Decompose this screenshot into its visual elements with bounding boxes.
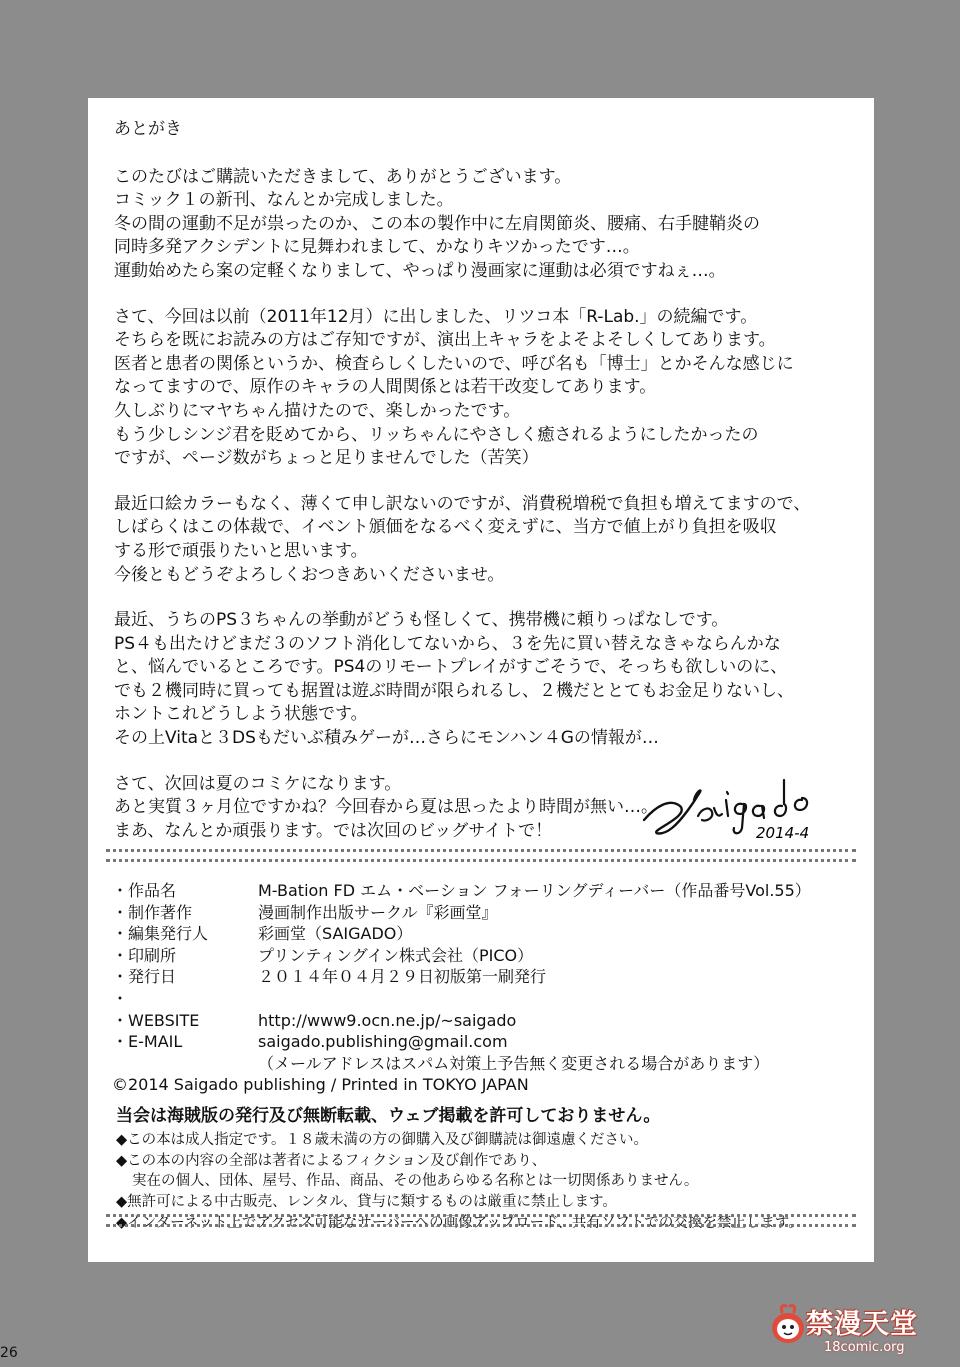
colophon-label: ・制作著作	[112, 902, 193, 922]
text-line: 同時多発アクシデントに見舞われまして、かなりキツかったです…。	[114, 237, 640, 258]
colophon-row	[112, 1010, 862, 1032]
divider	[106, 1214, 856, 1217]
colophon-label: ・発行日	[112, 967, 177, 987]
colophon-value: ２０１４年０４月２９日初版第一刷発行	[258, 967, 547, 987]
afterword-paragraph	[114, 306, 854, 471]
notice-headline: 当会は海賊版の発行及び無断転載、ウェブ掲載を許可しておりません。	[116, 1106, 661, 1126]
text-line: 医者と患者の関係というか、検査らしくしたいので、呼び名も「博士」とかそんな感じに	[114, 353, 794, 374]
colophon-label: ・	[112, 988, 129, 1008]
colophon-value	[258, 988, 862, 1010]
notice-item: ◆この本は成人指定です。１８歳未満の方の御購入及び御購読は御遠慮ください。	[116, 1131, 648, 1148]
text-line: さて、次回は夏のコミケになります。	[114, 773, 402, 794]
colophon-value: 漫画制作出版サークル『彩画堂』	[258, 902, 498, 922]
text-line: ホントこれどうしよう状態です。	[114, 704, 368, 725]
text-line: なってますので、原作のキャラの人間関係とは若干改変してあります。	[114, 377, 657, 398]
text-line: 最近、うちのPS３ちゃんの挙動がどうも怪しくて、携帯機に頼りっぱなしです。	[114, 610, 729, 631]
text-line: このたびはご購読いただきまして、ありがとうございます。	[114, 166, 572, 187]
text-line: 今後ともどうぞよろしくおつきあいくださいませ。	[114, 564, 505, 585]
text-line: 最近口絵カラーもなく、薄くて申し訳ないのですが、消費税増税で負担も増えてますので、	[114, 493, 811, 514]
colophon-row	[112, 923, 862, 945]
notice-item: ◆インターネット上でアクセス可能なサーバーへの画像アップロード、共有ソフトでの交換を禁止します。	[116, 1214, 803, 1231]
text-line: 運動始めたら案の定軽くなりまして、やっぱり漫画家に運動は必須ですねぇ…。	[114, 260, 726, 281]
notice-item: ◆無許可による中古販売、レンタル、貸与に類するものは厳重に禁止します。	[116, 1194, 617, 1211]
watermark-url: 18comic.org	[824, 1340, 905, 1355]
email-address: saigado.publishing@gmail.com	[258, 1032, 508, 1052]
colophon-row	[112, 1031, 862, 1053]
colophon-label: ・編集発行人	[112, 924, 209, 944]
colophon-row	[112, 880, 862, 902]
afterword-paragraph	[114, 609, 854, 751]
colophon-row	[112, 988, 862, 1010]
text-line: PS４も出たけどまだ３のソフト消化してないから、３を先に買い替えなきゃならんかな	[114, 633, 781, 654]
colophon-row	[112, 966, 862, 988]
notice-item: 実在の個人、団体、屋号、作品、商品、その他あらゆる名称とは一切関係ありません。	[132, 1173, 699, 1190]
afterword-paragraph	[114, 493, 854, 587]
website-url: http://www9.ocn.ne.jp/~saigado	[258, 1010, 517, 1030]
text-line: まあ、なんとか頑張ります。では次回のビッグサイトで！	[114, 820, 553, 841]
notice-item: ◆この本の内容の全部は著者によるフィクション及び創作であり、	[116, 1152, 547, 1169]
signature-date: 2014-4	[756, 824, 810, 842]
text-line: その上Vitaと３DSもだいぶ積みゲーが…さらにモンハン４Gの情報が…	[114, 728, 659, 749]
text-line: する形で頑張りたいと思います。	[114, 540, 368, 561]
colophon-label: ・作品名	[112, 881, 177, 900]
text-line: あと実質３ヶ月位ですかね？今回春から夏は思ったより時間が無い…。	[114, 797, 658, 818]
text-line: コミック１の新刊、なんとか完成しました。	[114, 190, 454, 211]
watermark-logo	[768, 1300, 918, 1360]
afterword-paragraph	[114, 166, 854, 284]
text-line: しばらくはこの体裁で、イベント頒価をなるべく変えずに、当方で値上がり負担を吸収	[114, 517, 777, 538]
text-line: さて、今回は以前（2011年12月）に出しました、リツコ本「R-Lab.」の続編です。	[114, 306, 758, 327]
text-line: ですが、ページ数がちょっと足りませんでした（苦笑）	[114, 448, 539, 469]
colophon-row	[112, 902, 862, 924]
email-note: （メールアドレスはスパム対策上予告無く変更される場合があります）	[258, 1053, 770, 1073]
text-line: そちらを既にお読みの方はご存知ですが、演出上キャラをよそよそしくしてあります。	[114, 330, 776, 351]
text-line: と、悩んでいるところです。PS4のリモートプレイがすごそうで、そっちも欲しいのに、	[114, 657, 788, 678]
colophon-value: 彩画堂（SAIGADO）	[258, 924, 413, 944]
text-line: でも２機同時に買っても据置は遊ぶ時間が限られるし、２機だととてもお金足りないし、	[114, 680, 794, 701]
colophon-label: ・E-MAIL	[112, 1032, 183, 1052]
colophon-row	[112, 945, 862, 967]
divider	[106, 859, 856, 862]
text-line: 久しぶりにマヤちゃん描けたので、楽しかったです。	[114, 400, 521, 421]
afterword-title: あとがき	[114, 119, 182, 139]
afterword	[114, 118, 854, 865]
page-number: 26	[0, 1345, 18, 1361]
colophon-label: ・印刷所	[112, 945, 177, 965]
document-page	[88, 98, 874, 1262]
colophon-label: ・WEBSITE	[112, 1010, 200, 1030]
divider	[106, 849, 856, 852]
text-line: 冬の間の運動不足が祟ったのか、この本の製作中に左肩関節炎、腰痛、右手腱鞘炎の	[114, 213, 760, 234]
handwritten-signature	[636, 758, 846, 848]
divider	[106, 1224, 856, 1227]
colophon-value: プリンティングイン株式会社（PICO）	[258, 945, 534, 965]
text-line: もう少しシンジ君を貶めてから、リッちゃんにやさしく癒されるようにしたかったの	[114, 424, 759, 445]
mascot-icon	[768, 1302, 808, 1346]
colophon-value: M-Bation FD エム・ベーション フォーリングディーバー（作品番号Vol.55）	[258, 881, 811, 900]
colophon	[112, 880, 862, 1096]
watermark-text: 禁漫天堂	[806, 1309, 918, 1340]
copyright: ©2014 Saigado publishing / Printed in TOKYO JAPAN	[112, 1075, 529, 1095]
